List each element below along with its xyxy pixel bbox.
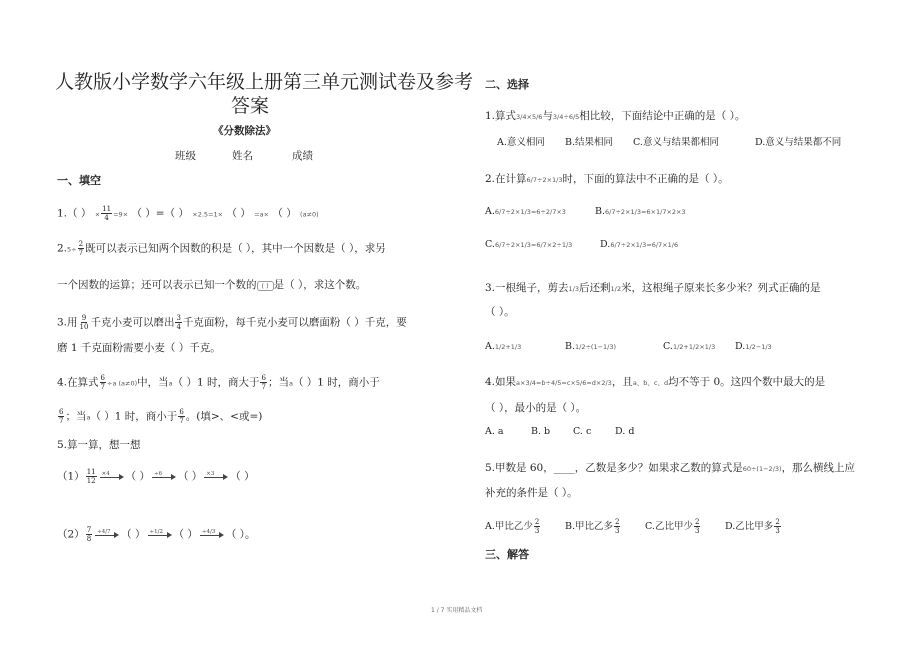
option-b[interactable]: B. b	[531, 426, 551, 437]
arrow-icon: ÷6	[152, 473, 176, 481]
question-2: 2.5÷ $\frac{2}{7}$ 既可以表示已知两个因数的积是（ ），其中一个因数是（ ），求另	[57, 240, 386, 257]
page-footer: 1 / 7 实用精品文档	[431, 607, 483, 614]
question-2-line2: 一个因数的运算；还可以表示已知一个数的 ( ) 是（ ），求这个数。	[57, 279, 367, 291]
name-label: 姓名	[232, 150, 253, 162]
arrow-icon: ÷1/2	[148, 531, 172, 539]
choice-4: 4.如果a×3/4=b÷4/5=c×5/6=d×2/3，且a、b、c、d均不等于 0。这四个数中最大的是	[485, 376, 826, 388]
question-4: 4.在算式 $\frac{6}{7}$ ÷a (a≠0)中，当a（ ）1 时，商大于 $\frac{6}{7}$ ；当a（ ）1 时，商小于	[57, 374, 380, 391]
section-fill-in: 一、填空	[57, 174, 101, 187]
option-d[interactable]: D.意义与结果都不同	[755, 137, 842, 148]
option-c[interactable]: C.1/2+1/2×1/3	[663, 341, 716, 352]
question-5-row2: （2） $\frac{7}{8}$ ÷4/7 （ ） ÷1/2 （ ） ÷4/3 （ ）。	[57, 526, 256, 543]
section-answer: 三、解答	[485, 548, 529, 561]
choice-3-line2: （ ）。	[485, 306, 515, 318]
class-label: 班级	[175, 150, 196, 162]
choice-1-options	[497, 136, 841, 150]
option-b[interactable]: B.1/2÷(1−1/3)	[565, 341, 617, 352]
choice-1: 1.算式3/4×5/6与3/4÷6/5相比较，下面结论中正确的是（ ）。	[485, 110, 746, 122]
choice-2-options-cd	[485, 238, 678, 252]
choice-5: 5.甲数是 60，____，乙数是多少？如果求乙数的算式是60÷(1−2/3)，那么横线上应	[485, 462, 856, 474]
option-a[interactable]: A.甲比乙少 $\frac{2}{3}$	[485, 518, 540, 535]
option-a[interactable]: A.意义相同	[497, 137, 545, 148]
option-a[interactable]: A. a	[485, 426, 504, 437]
subtitle: 《分数除法》	[213, 125, 276, 137]
choice-4-line2: （ ），最小的是（ ）。	[485, 402, 587, 414]
option-b[interactable]: B.结果相同	[565, 137, 614, 148]
arrow-icon: ÷4/7	[95, 531, 119, 539]
option-d[interactable]: D. d	[615, 426, 635, 437]
arrow-icon: ÷4/3	[200, 531, 224, 539]
page-title: 人教版小学数学六年级上册第三单元测试卷及参考 答案	[55, 71, 474, 117]
choice-5-options	[485, 518, 782, 535]
question-5-title: 5.算一算，想一想	[57, 439, 141, 451]
option-a[interactable]: A.1/2+1/3	[485, 341, 522, 352]
option-c[interactable]: C.6/7÷2×1/3=6/7×2÷1/3	[485, 239, 573, 250]
score-label: 成绩	[292, 150, 313, 162]
question-3-line2: 磨 1 千克面粉需要小麦（ ）千克。	[57, 342, 221, 354]
option-d[interactable]: D.6/7÷2×1/3=6/7×1/6	[600, 239, 679, 250]
option-b[interactable]: B.6/7÷2×1/3=6×1/7×2×3	[595, 206, 686, 217]
question-5-row1: （1） $\frac{11}{12}$ ×4 （ ） ÷6 （ ） ×3 （ ）	[57, 468, 255, 485]
choice-3: 3.一根绳子，剪去1/3后还剩1/2米，这根绳子原来长多少米？列式正确的是	[485, 282, 821, 294]
choice-2: 2.在计算6/7÷2×1/3时，下面的算法中不正确的是（ ）。	[485, 173, 729, 185]
question-1: 1.（ ） × $\frac{11}{4}$ =9× （ ）=（ ） ×2.5=1× （ ） =a× （ ） (a≠0)	[57, 205, 319, 222]
option-b[interactable]: B.甲比乙多 $\frac{2}{3}$	[565, 518, 620, 535]
choice-5-line2: 补充的条件是（ ）。	[485, 487, 578, 499]
arrow-icon: ×4	[100, 473, 124, 481]
option-a[interactable]: A.6/7÷2×1/3=6÷2/7×3	[485, 206, 566, 217]
option-d[interactable]: D.乙比甲多 $\frac{2}{3}$	[725, 518, 780, 535]
choice-4-options	[485, 425, 634, 439]
section-choice: 二、选择	[485, 78, 529, 91]
option-c[interactable]: C.意义与结果都相同	[633, 137, 719, 148]
option-d[interactable]: D.1/2−1/3	[735, 341, 772, 352]
question-3: 3.用 $\frac{9}{10}$ 千克小麦可以磨出 $\frac{3}{4}$ 千克面粉，每千克小麦可以磨面粉（ ）千克，要	[57, 314, 407, 331]
arrow-icon: ×3	[204, 473, 228, 481]
question-4-line2: $\frac{6}{7}$ ；当a（ ）1 时，商小于 $\frac{6}{7}$ 。(填>、<或=)	[59, 408, 263, 425]
choice-2-options-ab	[485, 205, 686, 219]
choice-3-options	[485, 340, 772, 354]
option-c[interactable]: C.乙比甲少 $\frac{2}{3}$	[645, 518, 700, 535]
option-c[interactable]: C. c	[573, 426, 592, 437]
